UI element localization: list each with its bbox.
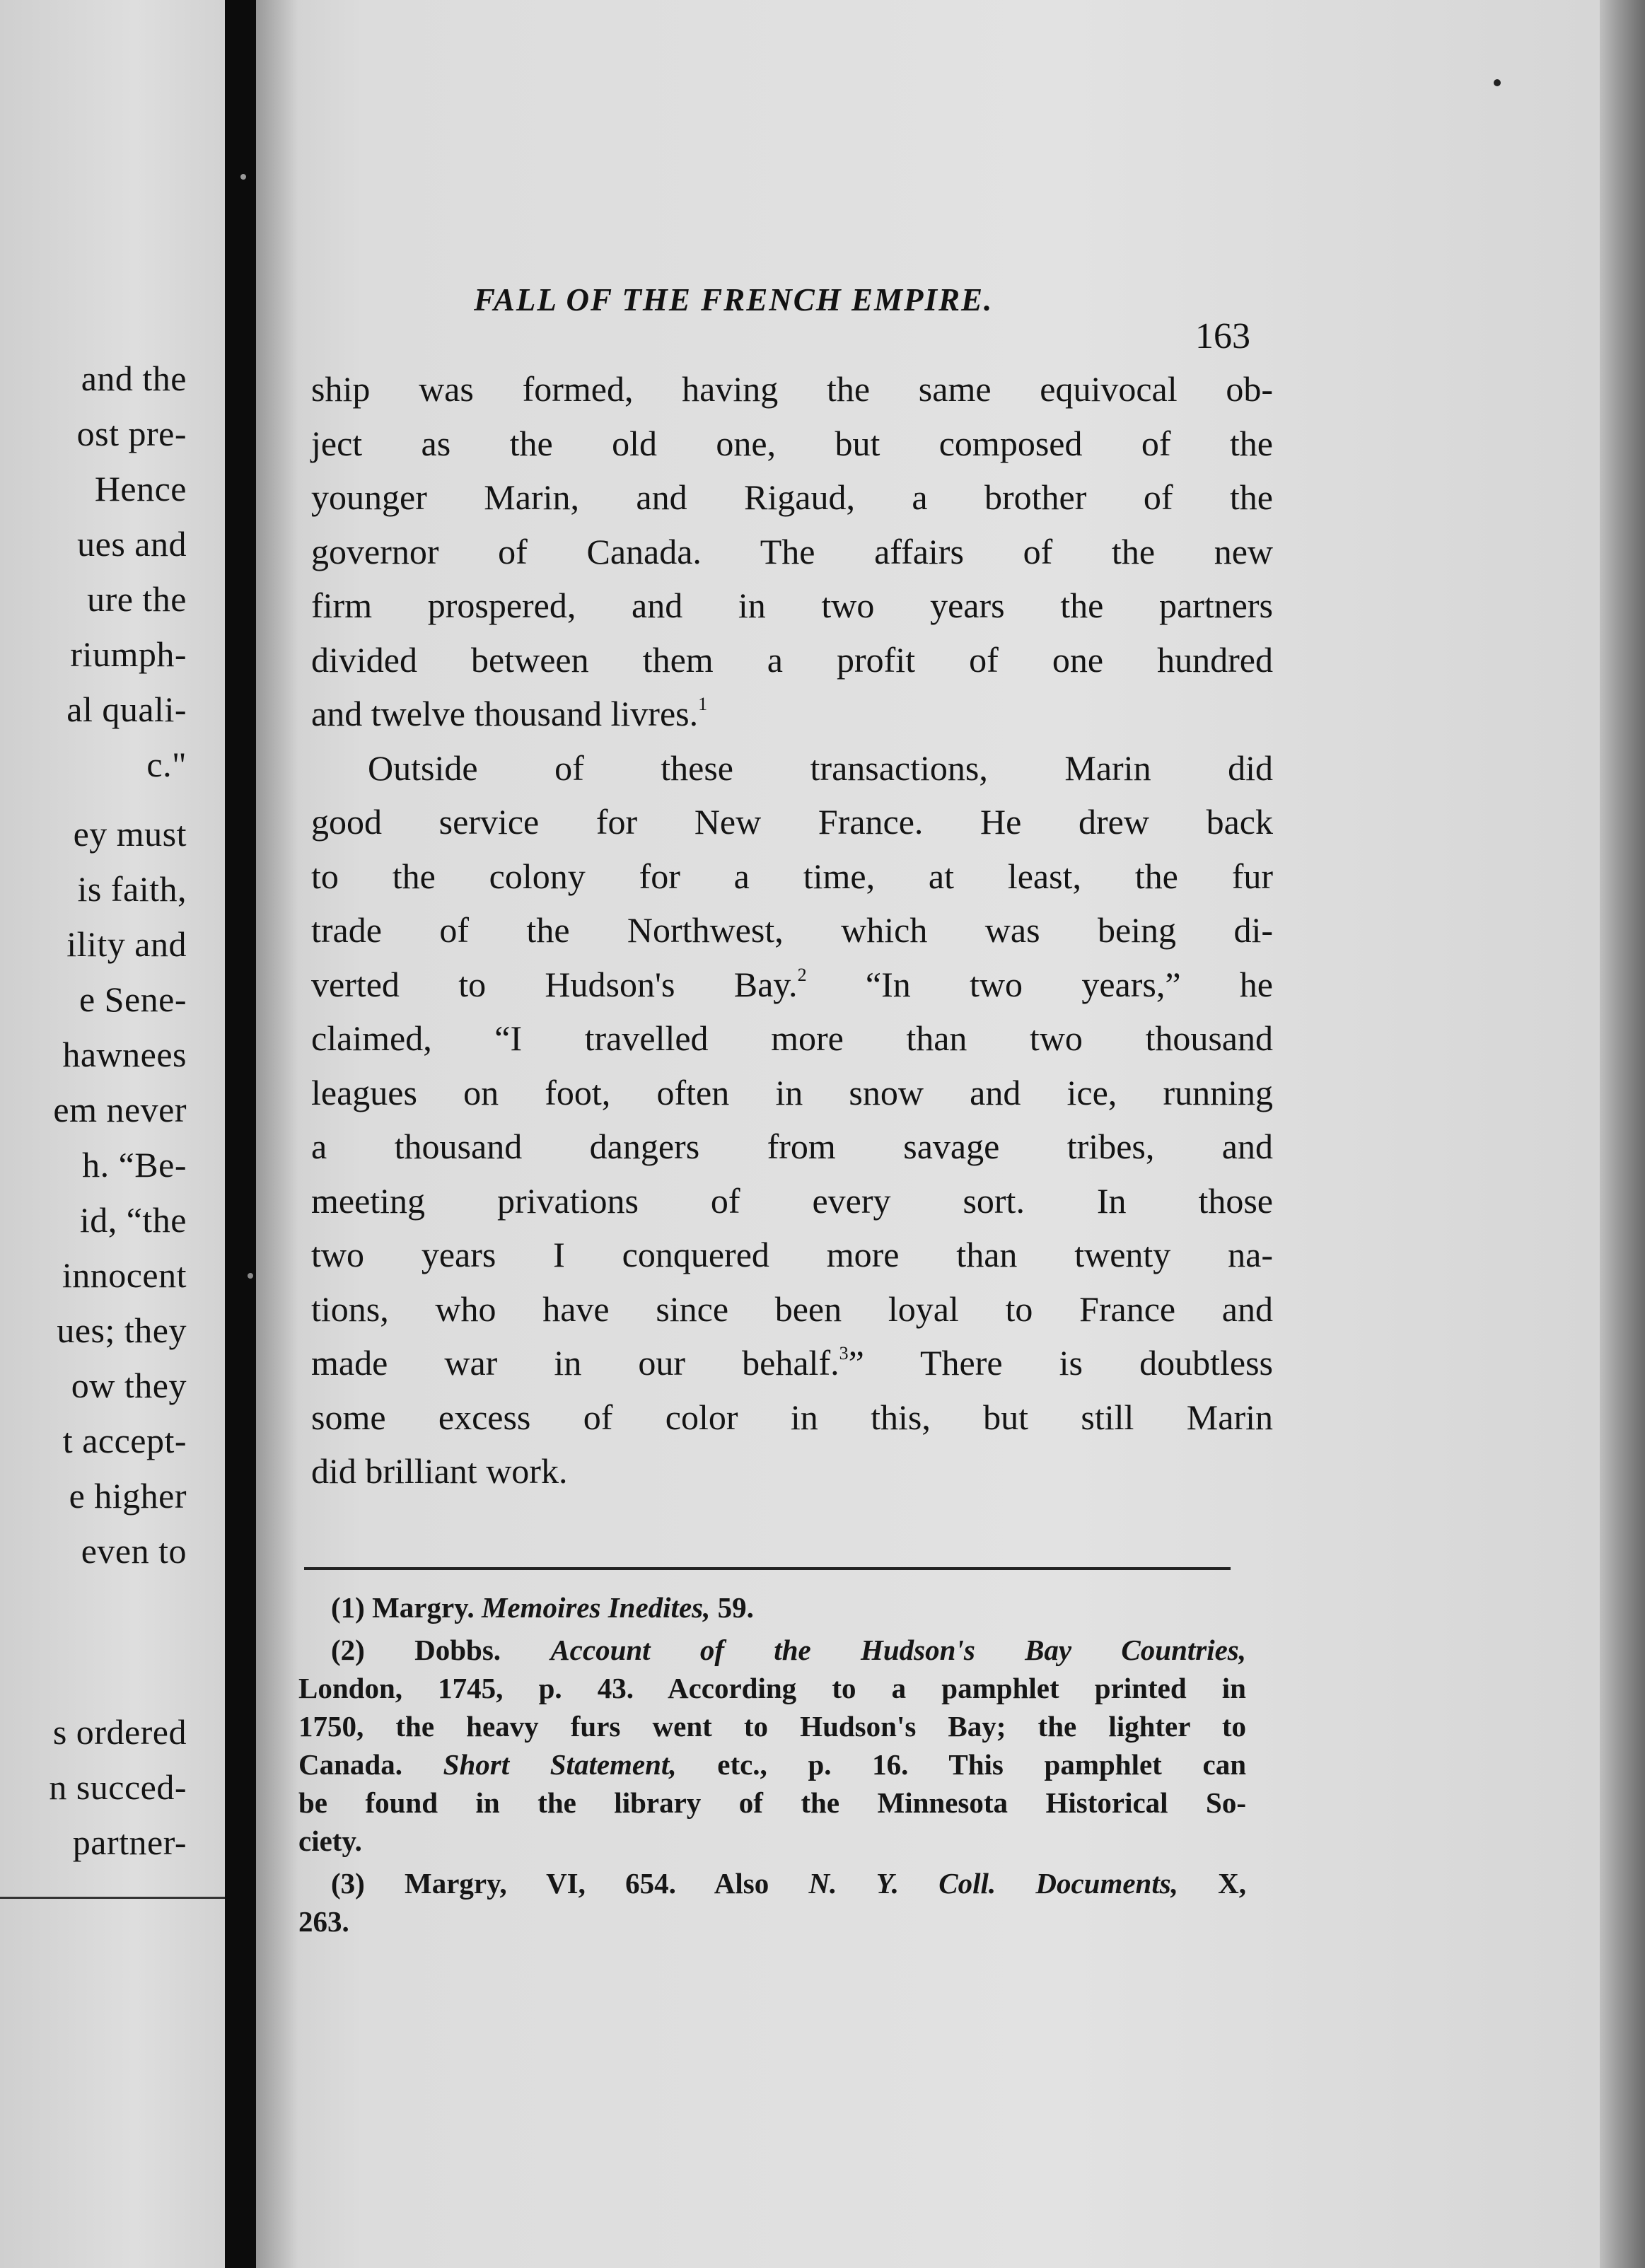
footnote-line [298,1631,1246,1669]
left-line: Hence [94,469,187,508]
text-line: divided between them a profit of one hundred [311,639,1273,680]
page-number: 163 [1195,316,1250,356]
footnote-line: London, 1745, p. 43. According to a pamphlet printed in [298,1672,1246,1704]
left-footnote-rule [0,1897,225,1899]
left-line: ost pre- [76,414,187,453]
left-line: even to [81,1531,187,1571]
body-text [311,362,1273,1499]
left-line: ility and [66,924,187,964]
footnote-author: Dobbs. [414,1634,501,1666]
text-line: good service for New France. He drew back [311,802,1273,842]
text-line: a thousand dangers from savage tribes, and [311,1127,1273,1166]
footnote-text: Margry, VI, 654. Also [405,1867,769,1900]
book-gutter [225,0,256,2268]
footnote-line [298,1745,1246,1784]
footnotes [298,1588,1246,1945]
left-line: n succed- [49,1767,187,1807]
left-line: c." [146,745,187,784]
text-line: firm prospered, and in two years the partners [311,586,1273,625]
text-line [311,958,1273,1012]
footnote-line [298,1864,1246,1902]
left-line: ey must [73,814,187,854]
text-line: to the colony for a time, at least, the fur [311,856,1273,896]
footnote-line: be found in the library of the Minnesota Historical So- [298,1786,1246,1819]
text-line: younger Marin, and Rigaud, a brother of the [311,477,1273,517]
text-line: Outside of these transactions, Marin did [368,748,1273,788]
footnote-text: 59. [717,1591,754,1624]
footnote-3 [298,1864,1246,1941]
footnote-marker: (3) [331,1867,365,1900]
footnote-line: ciety. [298,1825,362,1857]
footnote-line: 1750, the heavy furs went to Hudson's Bay; the lighter to [298,1710,1246,1743]
left-line: ues; they [57,1310,187,1350]
footnote-title: Short Statement, [443,1748,677,1781]
text-line: meeting privations of every sort. In those [311,1180,1273,1221]
footnote-marker: (2) [331,1634,365,1666]
left-line: ure the [87,579,187,619]
text-line: trade of the Northwest, which was being di- [311,910,1273,950]
left-line: hawnees [62,1035,187,1074]
footnote-line: 263. [298,1905,349,1938]
text-line: tions, who have since been loyal to France and [311,1289,1273,1329]
left-line: e higher [69,1476,187,1516]
left-line: em never [53,1090,187,1129]
left-line: ow they [71,1366,187,1405]
left-line: partner- [72,1822,187,1862]
footnote-title: Account of the Hudson's Bay Countries, [550,1634,1247,1666]
left-page-fragment [0,0,225,2268]
footnote-ref-2: 2 [797,964,807,985]
text-fragment: “In two years,” he [865,964,1273,1004]
footnote-ref-1: 1 [698,694,708,714]
footnote-line [298,1588,1246,1627]
text-fragment: made war in our behalf. [311,1343,839,1383]
left-line: al quali- [66,690,187,729]
text-fragment: and twelve thousand livres. [311,694,699,733]
text-line: ject as the old one, but composed of the [311,423,1273,463]
footnote-text: etc., p. 16. This pamphlet can [717,1748,1246,1781]
text-line: leagues on foot, often in snow and ice, running [311,1072,1273,1112]
left-line: id, “the [79,1200,187,1240]
paragraph-1 [311,362,1273,741]
text-line: claimed, “I travelled more than two thousand [311,1018,1273,1058]
text-line: governor of Canada. The affairs of the new [311,531,1273,571]
footnote-1 [298,1588,1246,1627]
text-line [311,1336,1273,1390]
left-line: t accept- [62,1421,187,1460]
footnote-text: X, [1218,1867,1247,1900]
left-line: s ordered [52,1712,187,1752]
footnote-rule [304,1567,1231,1570]
left-line: h. “Be- [82,1145,187,1185]
left-line: is faith, [77,869,187,909]
paragraph-2 [311,741,1273,1499]
gutter-shadow [256,0,298,2268]
running-head: FALL OF THE FRENCH EMPIRE. [474,282,994,318]
scan-speck [248,1273,253,1279]
text-line: did brilliant work. [311,1451,568,1491]
left-line: ues and [77,524,187,564]
footnote-marker: (1) [331,1591,365,1624]
footnote-ref-3: 3 [839,1343,849,1363]
text-line: some excess of color in this, but still Marin [311,1397,1273,1437]
footnote-2 [298,1631,1246,1860]
left-line: e Sene- [79,979,187,1019]
text-fragment: ” There is doubtless [848,1343,1273,1383]
footnote-title: N. Y. Coll. Documents, [808,1867,1178,1900]
page-edge-shadow [1600,0,1645,2268]
scan-speck [1494,79,1501,86]
footnote-title: Memoires Inedites, [481,1591,711,1624]
scan-speck [240,174,246,180]
text-fragment: verted to Hudson's Bay. [311,964,798,1004]
text-line [311,687,1273,741]
text-line: two years I conquered more than twenty na- [311,1235,1273,1274]
left-line: innocent [62,1255,187,1295]
text-line: ship was formed, having the same equivocal ob- [311,369,1273,409]
footnote-author: Margry. [372,1591,475,1624]
footnote-text: Canada. [298,1748,402,1781]
left-line: and the [81,359,187,398]
left-line: riumph- [70,634,187,674]
